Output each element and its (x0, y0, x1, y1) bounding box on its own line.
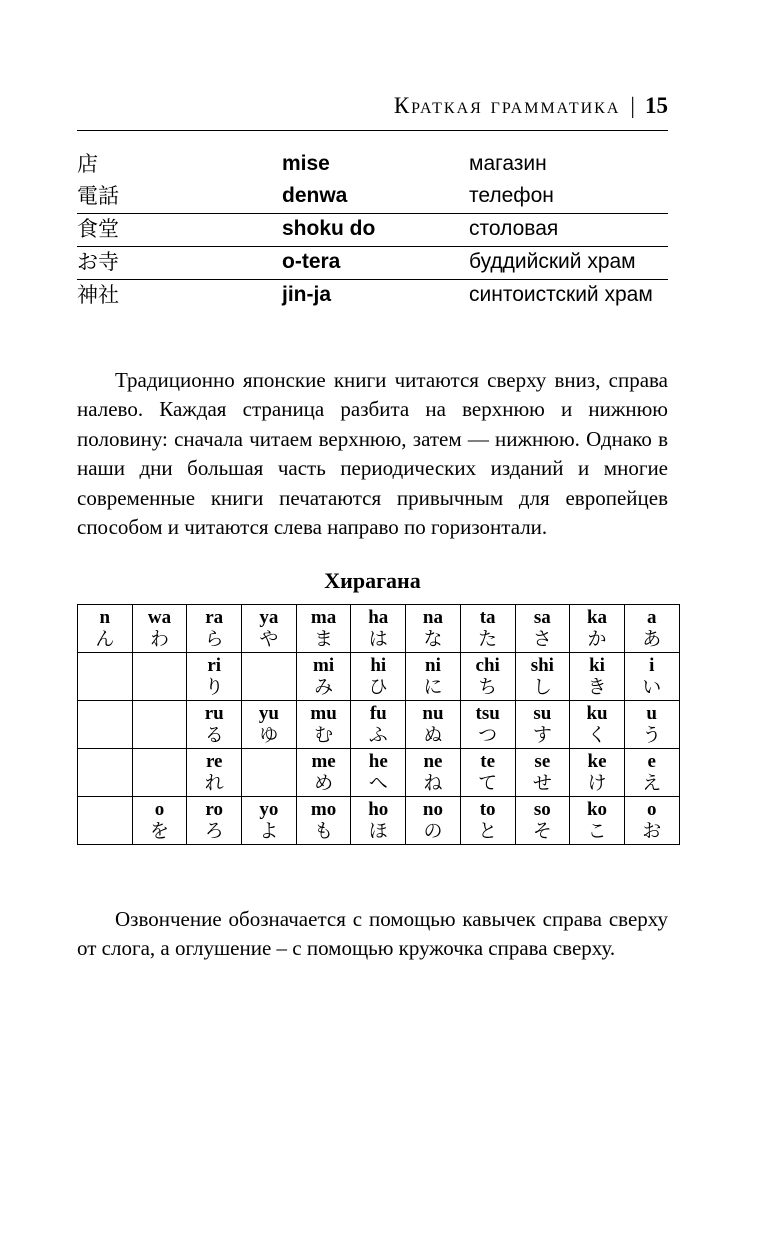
hiragana-romaji: se (534, 751, 551, 772)
hiragana-cell (570, 605, 625, 653)
hiragana-kana: そ (532, 820, 552, 842)
hiragana-romaji: ri (207, 655, 222, 676)
hiragana-romaji: ni (425, 655, 441, 676)
hiragana-romaji: ya (259, 607, 279, 628)
hiragana-kana: み (314, 676, 334, 698)
hiragana-kana: り (204, 676, 224, 698)
hiragana-cell (296, 797, 351, 845)
hiragana-kana: え (642, 772, 662, 794)
paragraph-voicing: Озвончение обозначается с помощью кавычек справа сверху от слога, а оглушение – с помощью кружочка справа сверху. (77, 907, 668, 961)
hiragana-kana: ら (204, 628, 224, 650)
hiragana-romaji: hi (370, 655, 387, 676)
hiragana-romaji: ro (205, 799, 224, 820)
hiragana-romaji: mu (310, 703, 337, 724)
hiragana-kana: ぬ (423, 724, 443, 746)
vocab-kanji: お寺 (77, 247, 282, 280)
vocab-romaji: jin-ja (282, 280, 469, 313)
hiragana-title: Хирагана (324, 568, 421, 593)
hiragana-cell (242, 701, 297, 749)
hiragana-romaji: yo (259, 799, 279, 820)
vocab-romaji: denwa (282, 184, 348, 207)
hiragana-cell (187, 701, 242, 749)
header-rule (77, 130, 668, 131)
hiragana-kana: め (314, 772, 334, 794)
hiragana-romaji: wa (147, 607, 172, 628)
hiragana-cell (460, 701, 515, 749)
hiragana-romaji: tsu (475, 703, 500, 724)
hiragana-cell (187, 749, 242, 797)
hiragana-cell (624, 749, 679, 797)
hiragana-kana: よ (259, 820, 279, 842)
hiragana-cell (406, 605, 461, 653)
hiragana-romaji: mi (313, 655, 335, 676)
hiragana-kana: た (478, 628, 498, 650)
hiragana-romaji: u (646, 703, 657, 724)
hiragana-romaji: na (422, 607, 443, 628)
header-separator: | (630, 93, 635, 118)
hiragana-romaji: i (649, 655, 655, 676)
hiragana-romaji: he (368, 751, 388, 772)
hiragana-kana: な (423, 628, 443, 650)
hiragana-cell (78, 701, 133, 749)
hiragana-kana: さ (532, 628, 552, 650)
hiragana-romaji: mo (310, 799, 337, 820)
hiragana-cell (187, 605, 242, 653)
vocab-kanji: 神社 (77, 280, 282, 313)
hiragana-romaji: shi (530, 655, 554, 676)
hiragana-cell (460, 605, 515, 653)
hiragana-romaji: n (99, 607, 111, 628)
hiragana-cell (624, 797, 679, 845)
hiragana-kana: い (642, 676, 662, 698)
hiragana-romaji: e (647, 751, 656, 772)
hiragana-cell (132, 653, 187, 701)
hiragana-romaji: a (646, 607, 657, 628)
hiragana-romaji: ki (589, 655, 605, 676)
hiragana-kana: を (150, 820, 170, 842)
hiragana-romaji: re (205, 751, 223, 772)
hiragana-cell (515, 605, 570, 653)
hiragana-romaji: ka (586, 607, 608, 628)
chapter-title: Краткая грамматика (393, 93, 621, 118)
hiragana-row (78, 653, 680, 701)
hiragana-kana: す (532, 724, 552, 746)
hiragana-romaji: fu (369, 703, 387, 724)
hiragana-kana: か (587, 628, 607, 650)
hiragana-cell (132, 605, 187, 653)
hiragana-cell (187, 653, 242, 701)
hiragana-romaji: no (422, 799, 443, 820)
hiragana-cell (406, 701, 461, 749)
hiragana-romaji: o (154, 799, 165, 820)
hiragana-cell (132, 701, 187, 749)
hiragana-kana: ん (95, 628, 115, 650)
hiragana-romaji: yu (258, 703, 279, 724)
vocab-meaning: магазин (469, 152, 547, 175)
hiragana-romaji: ta (479, 607, 496, 628)
hiragana-romaji: ha (368, 607, 389, 628)
hiragana-cell (78, 749, 133, 797)
hiragana-cell (78, 653, 133, 701)
hiragana-kana: の (423, 820, 443, 842)
hiragana-cell (242, 797, 297, 845)
vocab-kanji: 店 (77, 152, 98, 176)
hiragana-table (77, 604, 680, 845)
hiragana-kana: れ (204, 772, 224, 794)
hiragana-romaji: ru (204, 703, 224, 724)
hiragana-romaji: ku (586, 703, 608, 724)
hiragana-cell (406, 653, 461, 701)
hiragana-kana: へ (368, 772, 388, 794)
hiragana-romaji: me (311, 751, 336, 772)
hiragana-cell (624, 605, 679, 653)
hiragana-romaji: o (646, 799, 657, 820)
hiragana-romaji: to (479, 799, 496, 820)
hiragana-kana: わ (150, 628, 170, 650)
hiragana-cell (570, 701, 625, 749)
hiragana-row (78, 605, 680, 653)
hiragana-kana: ふ (368, 724, 388, 746)
hiragana-kana: も (314, 820, 334, 842)
hiragana-cell (132, 749, 187, 797)
hiragana-kana: る (204, 724, 224, 746)
hiragana-romaji: ne (423, 751, 443, 772)
hiragana-kana: ま (314, 628, 334, 650)
hiragana-cell (515, 701, 570, 749)
hiragana-kana: せ (532, 772, 552, 794)
hiragana-kana: け (587, 772, 607, 794)
hiragana-romaji: ke (587, 751, 607, 772)
vocab-kanji: 電話 (77, 184, 119, 208)
hiragana-kana: と (478, 820, 498, 842)
vocab-meaning: синтоистский храм (469, 280, 668, 313)
vocab-row (77, 181, 668, 214)
hiragana-cell (187, 797, 242, 845)
hiragana-row (78, 749, 680, 797)
hiragana-kana: つ (478, 724, 498, 746)
hiragana-kana: に (423, 676, 443, 698)
hiragana-row (78, 797, 680, 845)
hiragana-romaji: ra (205, 607, 224, 628)
hiragana-kana: や (259, 628, 279, 650)
hiragana-cell (132, 797, 187, 845)
vocab-meaning: столовая (469, 214, 668, 247)
hiragana-cell (351, 653, 406, 701)
vocab-romaji: o-tera (282, 247, 469, 280)
vocab-romaji: shoku do (282, 214, 469, 247)
hiragana-cell (406, 749, 461, 797)
hiragana-cell (351, 749, 406, 797)
hiragana-kana: う (642, 724, 662, 746)
running-header (394, 93, 668, 119)
paragraph-reading-direction: Традиционно японские книги читаются сверху вниз, справа налево. Каждая страница разбита на верхнюю и нижнюю половину: сначала читаем верхнюю, затем — нижнюю. Однако в наши дни большая часть периодических изданий и многие современные книги печатаются привычным для европейцев способом и читаются слева направо по горизонтали. (77, 368, 668, 540)
hiragana-romaji: so (533, 799, 551, 820)
hiragana-cell (515, 749, 570, 797)
vocab-row (77, 280, 668, 313)
hiragana-cell (78, 797, 133, 845)
hiragana-kana: こ (587, 820, 607, 842)
hiragana-romaji: chi (475, 655, 500, 676)
hiragana-row (78, 701, 680, 749)
hiragana-cell (296, 749, 351, 797)
hiragana-romaji: ma (310, 607, 337, 628)
vocab-romaji: mise (282, 152, 330, 175)
vocab-row (77, 149, 668, 181)
vocab-row (77, 247, 668, 280)
hiragana-romaji: ko (586, 799, 608, 820)
hiragana-cell (351, 605, 406, 653)
hiragana-kana: く (587, 724, 607, 746)
hiragana-cell (515, 653, 570, 701)
hiragana-kana: て (478, 772, 498, 794)
hiragana-cell (406, 797, 461, 845)
hiragana-cell (460, 797, 515, 845)
hiragana-kana: お (642, 820, 662, 842)
hiragana-kana: ろ (204, 820, 224, 842)
vocabulary-table (77, 149, 668, 312)
hiragana-kana: ち (478, 676, 498, 698)
hiragana-romaji: sa (533, 607, 551, 628)
hiragana-kana: し (532, 676, 552, 698)
hiragana-cell (624, 653, 679, 701)
hiragana-cell (351, 797, 406, 845)
hiragana-cell (296, 605, 351, 653)
hiragana-cell (351, 701, 406, 749)
hiragana-kana: ひ (368, 676, 388, 698)
hiragana-romaji: su (533, 703, 552, 724)
hiragana-cell (296, 653, 351, 701)
hiragana-cell (570, 797, 625, 845)
page-number: 15 (645, 93, 668, 118)
hiragana-cell (242, 605, 297, 653)
hiragana-romaji: te (480, 751, 496, 772)
hiragana-cell (570, 749, 625, 797)
vocab-meaning: буддийский храм (469, 247, 668, 280)
vocab-kanji: 食堂 (77, 214, 282, 247)
hiragana-cell (78, 605, 133, 653)
hiragana-cell (570, 653, 625, 701)
hiragana-romaji: nu (422, 703, 444, 724)
hiragana-cell (460, 749, 515, 797)
hiragana-kana: き (587, 676, 607, 698)
hiragana-cell (460, 653, 515, 701)
hiragana-kana: ゆ (259, 724, 279, 746)
hiragana-kana: む (314, 724, 334, 746)
hiragana-cell (515, 797, 570, 845)
hiragana-cell (242, 653, 297, 701)
hiragana-kana: あ (642, 628, 662, 650)
hiragana-cell (624, 701, 679, 749)
vocab-meaning: телефон (469, 184, 554, 207)
hiragana-kana: ね (423, 772, 443, 794)
hiragana-romaji: ho (368, 799, 389, 820)
hiragana-kana: ほ (368, 820, 388, 842)
vocab-row (77, 214, 668, 247)
hiragana-kana: は (368, 628, 388, 650)
hiragana-cell (296, 701, 351, 749)
hiragana-cell (242, 749, 297, 797)
